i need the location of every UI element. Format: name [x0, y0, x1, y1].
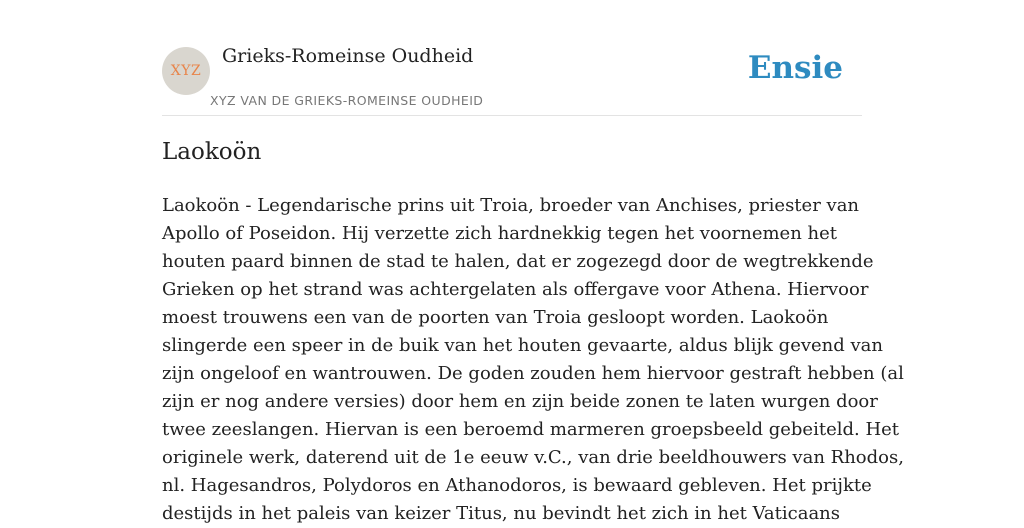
article-line: originele werk, daterend uit de 1e eeuw v.C., van drie beeldhouwers van Rhodos, [162, 447, 904, 468]
header [162, 0, 862, 116]
article-line: Laokoön - Legendarische prins uit Troia, broeder van Anchises, priester van [162, 195, 860, 216]
article-line: zijn er nog andere versies) door hem en zijn beide zonen te laten wurgen door [162, 391, 878, 412]
avatar[interactable]: XYZ [162, 47, 210, 95]
article-line: twee zeeslangen. Hiervan is een beroemd marmeren groepsbeeld gebeiteld. Het [162, 419, 900, 440]
article-line: houten paard binnen de stad te halen, dat er zogezegd door de wegtrekkende [162, 251, 874, 272]
site-title[interactable]: Grieks-Romeinse Oudheid [222, 45, 474, 67]
article-line: moest trouwens een van de poorten van Troia gesloopt worden. Laokoön [162, 307, 829, 328]
article-body [162, 192, 904, 528]
article-line: nl. Hagesandros, Polydoros en Athanodoros, is bewaard gebleven. Het prijkte [162, 475, 872, 496]
article-line: destijds in het paleis van keizer Titus, nu bevindt het zich in het Vaticaans [162, 503, 841, 524]
article-line: zijn ongeloof en wantrouwen. De goden zouden hem hiervoor gestraft hebben (al [162, 363, 904, 384]
article-title: Laokoön [162, 139, 262, 165]
article-line: Grieken op het strand was achtergelaten als offergave voor Athena. Hiervoor [162, 279, 869, 300]
content-container [162, 0, 904, 524]
article-line: slingerde een speer in de buik van het houten gevaarte, aldus blijk gevend van [162, 335, 884, 356]
site-subtitle: XYZ VAN DE GRIEKS-ROMEINSE OUDHEID [210, 93, 484, 108]
brand-logo[interactable]: Ensie [747, 50, 843, 86]
article-line: Apollo of Poseidon. Hij verzette zich hardnekkig tegen het voornemen het [162, 223, 837, 244]
